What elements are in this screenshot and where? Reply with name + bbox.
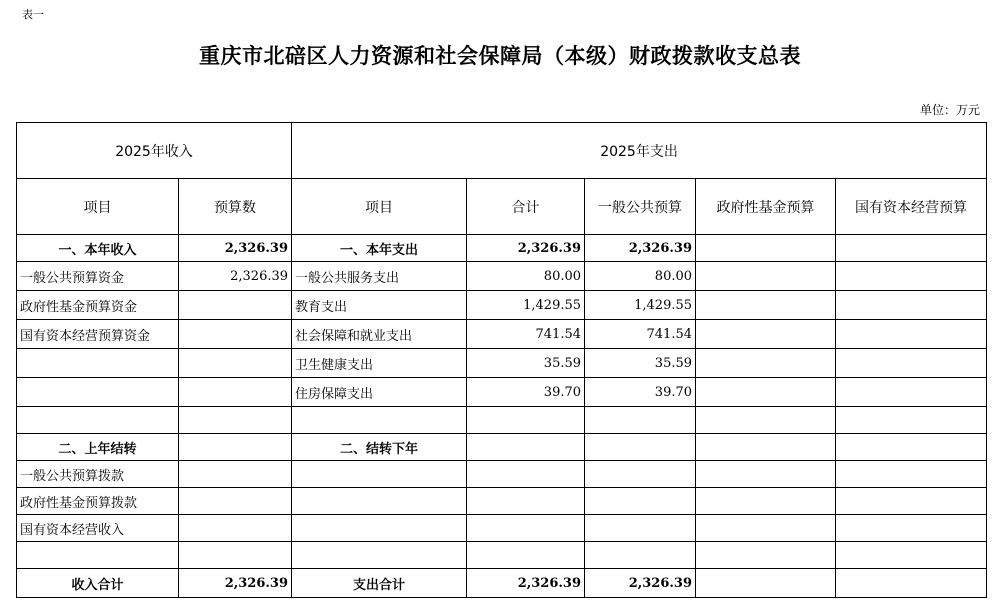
income-value-cell xyxy=(179,349,292,378)
expense-item-cell: 住房保障支出 xyxy=(292,378,467,407)
state-capital-cell xyxy=(836,569,987,598)
general-budget-cell xyxy=(585,407,696,434)
total-cell xyxy=(467,407,585,434)
income-value-cell xyxy=(179,291,292,320)
general-budget-cell xyxy=(585,542,696,569)
general-budget-cell xyxy=(585,515,696,542)
income-item-cell xyxy=(17,407,179,434)
col-income-budget: 预算数 xyxy=(179,179,292,235)
income-item-cell: 政府性基金预算拨款 xyxy=(17,488,179,515)
column-header-row xyxy=(17,179,987,235)
fund-budget-cell xyxy=(696,569,836,598)
table-row xyxy=(17,262,987,291)
table-row xyxy=(17,235,987,262)
fund-budget-cell xyxy=(696,320,836,349)
total-cell: 741.54 xyxy=(467,320,585,349)
state-capital-cell xyxy=(836,291,987,320)
table-row xyxy=(17,569,987,598)
finance-table xyxy=(16,122,987,598)
fund-budget-cell xyxy=(696,407,836,434)
general-budget-cell: 35.59 xyxy=(585,349,696,378)
table-row xyxy=(17,407,987,434)
table-row xyxy=(17,320,987,349)
income-item-cell: 国有资本经营预算资金 xyxy=(17,320,179,349)
income-value-cell xyxy=(179,515,292,542)
income-item-cell: 收入合计 xyxy=(17,569,179,598)
state-capital-cell xyxy=(836,434,987,461)
total-cell xyxy=(467,542,585,569)
income-item-cell: 一般公共预算资金 xyxy=(17,262,179,291)
expense-item-cell: 一般公共服务支出 xyxy=(292,262,467,291)
general-budget-cell xyxy=(585,488,696,515)
income-item-cell xyxy=(17,349,179,378)
income-item-cell: 一、本年收入 xyxy=(17,235,179,262)
income-value-cell xyxy=(179,407,292,434)
general-budget-cell: 1,429.55 xyxy=(585,291,696,320)
state-capital-cell xyxy=(836,262,987,291)
income-item-cell: 政府性基金预算资金 xyxy=(17,291,179,320)
table-row xyxy=(17,515,987,542)
income-item-cell xyxy=(17,378,179,407)
state-capital-cell xyxy=(836,235,987,262)
table-row xyxy=(17,349,987,378)
general-budget-cell xyxy=(585,461,696,488)
unit-label: 单位：万元 xyxy=(919,103,980,117)
col-state-capital-budget: 国有资本经营预算 xyxy=(836,179,987,235)
fund-budget-cell xyxy=(696,291,836,320)
table-row xyxy=(17,378,987,407)
income-value-cell: 2,326.39 xyxy=(179,569,292,598)
expense-item-cell xyxy=(292,488,467,515)
expense-item-cell xyxy=(292,461,467,488)
general-budget-cell: 39.70 xyxy=(585,378,696,407)
state-capital-cell xyxy=(836,461,987,488)
expense-item-cell: 一、本年支出 xyxy=(292,235,467,262)
income-item-cell: 国有资本经营收入 xyxy=(17,515,179,542)
expense-item-cell: 二、结转下年 xyxy=(292,434,467,461)
table-row xyxy=(17,291,987,320)
total-cell: 2,326.39 xyxy=(467,235,585,262)
page-title: 重庆市北碚区人力资源和社会保障局（本级）财政拨款收支总表 xyxy=(199,44,801,68)
expense-item-cell: 卫生健康支出 xyxy=(292,349,467,378)
income-value-cell: 2,326.39 xyxy=(179,235,292,262)
table-row xyxy=(17,488,987,515)
state-capital-cell xyxy=(836,515,987,542)
total-cell: 80.00 xyxy=(467,262,585,291)
expense-item-cell: 教育支出 xyxy=(292,291,467,320)
fund-budget-cell xyxy=(696,235,836,262)
state-capital-cell xyxy=(836,407,987,434)
general-budget-cell: 741.54 xyxy=(585,320,696,349)
fund-budget-cell xyxy=(696,488,836,515)
col-income-item: 项目 xyxy=(17,179,179,235)
total-cell xyxy=(467,488,585,515)
expense-item-cell xyxy=(292,515,467,542)
general-budget-cell xyxy=(585,434,696,461)
income-item-cell xyxy=(17,542,179,569)
total-cell: 2,326.39 xyxy=(467,569,585,598)
general-budget-cell: 2,326.39 xyxy=(585,235,696,262)
table-row xyxy=(17,461,987,488)
col-expense-item: 项目 xyxy=(292,179,467,235)
income-value-cell: 2,326.39 xyxy=(179,262,292,291)
state-capital-cell xyxy=(836,349,987,378)
income-group-header: 2025年收入 xyxy=(17,123,292,179)
document-label: 表一 xyxy=(22,8,44,21)
state-capital-cell xyxy=(836,488,987,515)
state-capital-cell xyxy=(836,378,987,407)
fund-budget-cell xyxy=(696,515,836,542)
state-capital-cell xyxy=(836,542,987,569)
total-cell xyxy=(467,515,585,542)
fund-budget-cell xyxy=(696,349,836,378)
state-capital-cell xyxy=(836,320,987,349)
income-value-cell xyxy=(179,461,292,488)
income-value-cell xyxy=(179,542,292,569)
fund-budget-cell xyxy=(696,262,836,291)
total-cell xyxy=(467,434,585,461)
income-item-cell: 二、上年结转 xyxy=(17,434,179,461)
total-cell xyxy=(467,461,585,488)
fund-budget-cell xyxy=(696,434,836,461)
income-value-cell xyxy=(179,320,292,349)
expense-item-cell: 社会保障和就业支出 xyxy=(292,320,467,349)
income-value-cell xyxy=(179,488,292,515)
total-cell: 1,429.55 xyxy=(467,291,585,320)
table-row xyxy=(17,434,987,461)
income-value-cell xyxy=(179,378,292,407)
expense-item-cell xyxy=(292,542,467,569)
col-fund-budget: 政府性基金预算 xyxy=(696,179,836,235)
group-header-row xyxy=(17,123,987,179)
income-item-cell: 一般公共预算拨款 xyxy=(17,461,179,488)
total-cell: 35.59 xyxy=(467,349,585,378)
fund-budget-cell xyxy=(696,378,836,407)
fund-budget-cell xyxy=(696,542,836,569)
table-row xyxy=(17,542,987,569)
general-budget-cell: 80.00 xyxy=(585,262,696,291)
income-value-cell xyxy=(179,434,292,461)
expense-item-cell xyxy=(292,407,467,434)
col-total: 合计 xyxy=(467,179,585,235)
fund-budget-cell xyxy=(696,461,836,488)
expense-item-cell: 支出合计 xyxy=(292,569,467,598)
col-general-budget: 一般公共预算 xyxy=(585,179,696,235)
total-cell: 39.70 xyxy=(467,378,585,407)
general-budget-cell: 2,326.39 xyxy=(585,569,696,598)
expense-group-header: 2025年支出 xyxy=(292,123,987,179)
